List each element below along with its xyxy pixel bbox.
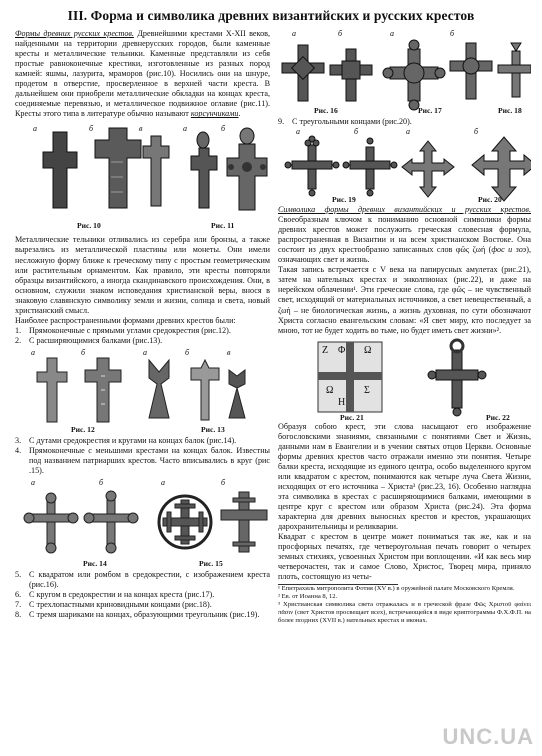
symbolism-paragraph [278, 205, 531, 265]
amulet-letter-eta: Η [338, 396, 346, 408]
amulet-letter-omega-2: Ω [326, 384, 334, 396]
fig13-caption: Рис. 13 [201, 424, 225, 434]
amulet-letter-omega-1: Ω [364, 344, 372, 356]
figure-19-20 [278, 127, 531, 205]
fig14-caption: Рис. 14 [83, 559, 107, 569]
list-num-2: 2. [15, 335, 22, 345]
label-a-13: а [143, 347, 147, 357]
label-a-15: а [161, 478, 165, 488]
label-b-19: б [354, 127, 359, 137]
list-num-9: 9. [278, 117, 285, 126]
list-intro: Наиболее распространенными формами древних крестов были: [15, 315, 236, 325]
list-text-4: Прямоконечные с меньшими крестами на концах балок. Известны под названием патриарших крестов. Часто вписывались в круг (рис .15). [29, 445, 270, 476]
fig15-caption: Рис. 15 [199, 559, 223, 569]
page-title: III. Форма и символика древних византийских и русских крестов [67, 8, 475, 23]
list-item-7 [15, 600, 270, 610]
label-a: а [33, 124, 37, 134]
list-text-1: Прямоконечные с прямыми углами средокрестия (рис.12). [29, 325, 231, 335]
list-item-8 [15, 610, 270, 620]
intro-heading: Формы древних русских крестов. [15, 29, 134, 38]
label-a-14: а [31, 478, 35, 488]
footnote-3: ³ Христианская символика света отражалась и в греческой фразе Φῶς Χριστοῦ φαίνει πᾶσιν (свет Христов просвещает всех), встречающейся в виде криптограммы Φ.Χ.Φ.Π. на более поздних (XVII в.) нательных крестах и иконах. [278, 601, 531, 625]
list-text-8: С тремя шариками на концах, образующими треугольник (рис.19). [29, 610, 260, 620]
label-b-15: б [221, 478, 226, 488]
list-item-2 [15, 336, 270, 346]
list-num-7: 7. [15, 600, 22, 610]
figure-16-18 [278, 29, 531, 117]
label-a-17: а [390, 29, 394, 38]
symbolism-end: ), означающих свет и жизнь. [278, 245, 531, 265]
list-text-5: С квадратом или ромбом в средокрестии, с изображением креста (рис.16). [29, 570, 270, 590]
meaning-paragraph: Образуя собою крест, эти слова насыщают его изображение богословскими знаниями, связанными с понятиями Свет и Жизнь, данными нам в Евангелии и в учении святых отцов Церкви. Основные формы древних крестов часто отражали именно эти понятия. Четыре балки креста, исходящие из единого центра, особо выделенного кругом или квадратом с крестом, понимаются как четыре луча Света Жизни, исходящих от его источника – Христа³ (рис.23, 16). Особенно наглядна эта символика в крестах с расширяющимися балками, имеющими в центре круг с крестом или образом Христа (рис.24). Эта форма характерна для древних выносных крестов и крестов, украшающих дарохранительницы и реликварии. [278, 421, 531, 532]
right-column [278, 29, 531, 625]
label-b-14: б [99, 478, 104, 488]
fig11-caption: Рис. 11 [211, 221, 235, 231]
figure-14-15 [15, 476, 270, 570]
label-a-19: а [296, 127, 300, 137]
fig17-caption: Рис. 17 [418, 106, 442, 115]
fig21-caption: Рис. 21 [340, 412, 364, 422]
fig20-caption: Рис. 20 [478, 195, 502, 205]
label-b-13: б [185, 347, 190, 357]
amulet-letter-sigma: Σ [364, 384, 370, 396]
tellniki-paragraph: Металлические тельники отливались из серебра или бронзы, а также вырезались из металлической пластины или монеты. Они имели несложную форму ближе к греческому типу с простым геометрическим или растительным орнаментом. Как правило, эти кресты повторяли образцы византийского, а иногда скандинавского происхождения. Они, в основном, служили знаком исповедания христианской веры, внося в знаковую славянскую символику земли и жизни, солнца и света, новый христианский смысл. [15, 235, 270, 315]
fig18-caption: Рис. 18 [498, 106, 522, 115]
intro-term: корсунчиками [190, 109, 239, 119]
list-text-6: С кругом в средокрестии и на концах креста (рис.17). [29, 590, 215, 600]
left-column [15, 29, 270, 620]
label-b-20: б [474, 127, 479, 137]
intro-paragraph [15, 29, 270, 119]
list-item-3 [15, 436, 270, 446]
label-b-12: б [81, 347, 86, 357]
amulet-letter-phi: Φ [338, 344, 346, 356]
cross-photo-16-18 [278, 29, 531, 117]
list-text-3: С дутами средокрестия и кругами на концах балок (рис.14). [29, 435, 237, 445]
list-num-8: 8. [15, 610, 22, 620]
list-num-3: 3. [15, 435, 22, 445]
symbolism-heading: Символика формы древних византийских и русских крестов. [278, 205, 531, 215]
list-item-5 [15, 570, 270, 590]
label-b: б [89, 124, 94, 134]
symbolism-body: Своеобразным ключом к пониманию основной символики формы древних крестов может послужить греческая словесная формула, распространенная в Византии и на всем христианском Востоке. Она состоит из двух крестообразно записанных слов φῶς ζωή ( [278, 215, 531, 255]
fig12-caption: Рис. 12 [71, 424, 95, 434]
amulet-photo-21-22 [278, 336, 531, 422]
footnote-1: ¹ Епитрахиль митрополита Фотия (XV в.) в оружейной палате Московского Кремля. [278, 585, 515, 593]
label-b-17: б [450, 29, 455, 38]
label-a-20: а [406, 127, 410, 137]
label-b-16: б [338, 29, 343, 38]
label-a-11: а [183, 124, 187, 134]
fig10-caption: Рис. 10 [77, 221, 101, 231]
watermark: UNC.UA [442, 724, 534, 749]
list-text-9: С треугольными концами (рис.20). [292, 117, 412, 126]
square-paragraph: Квадрат с крестом в центре может пониматься так же, как и на просфорных печатях, где четвероугольная печать говорит о четырех земных стихиях, усвоенных Христом при воплощении. «И как весь мир четверочастен, так и самое Слово, Христос, Творец мира, приняло плоть, состоящую из четы- [278, 532, 531, 582]
amulet-letter-z: Ζ [322, 344, 329, 356]
label-a-16: а [292, 29, 296, 38]
list-text-2: С расширяющимися балками (рис.13). [29, 335, 163, 345]
fig16-caption: Рис. 16 [314, 106, 338, 115]
papyrus-paragraph: Такая запись встречается с V века на папирусных амулетах (рис.21), затем на нательных крестах и энколпионах (рис.22), и даже на нерейском облачении¹. Эти греческие слова, где φῶς – не чувственный свет, исходящий от материальных источников, а свет невещественный, а ζωή – не биологическая жизнь, а жизнь духовная, по сути обозначают Христа согласно евангельским словам: «Я свет миру, кто последует за мною, тот не будет ходить во тьме, но будет иметь свет жизни»². [278, 265, 531, 335]
fig19-caption: Рис. 19 [332, 195, 356, 205]
intro-body: Древнейшими крестами X-XII веков, найденными на территории древнерусских городов, были каменные кресты и металлические тельники. Каменные представляли из себя простые равноконечные крестики, изготовленные из разных пород камней: яшмы, лазурита, мраморов (рис.10). Носились они на шнуре, продетом в отверстие, просверленное в верхней части креста. В дальнейшем они приобрели металлические обкладки на концах креста, соединяемые перевязью, и металлическое подвижное оглавие (рис.11). Кресты этого типа в литературе обычно называют [15, 29, 271, 119]
list-num-4: 4. [15, 445, 22, 455]
label-b-11: б [221, 124, 226, 134]
label-v-13: в [227, 347, 231, 357]
list-item-9 [278, 117, 531, 127]
cross-photo-19-20 [278, 127, 531, 205]
list-item-6 [15, 590, 270, 600]
list-text-7: С трехлопастными криновидными концами (рис.18). [29, 600, 212, 610]
figure-12-13 [15, 346, 270, 436]
cross-photo-12-13 [15, 346, 270, 436]
list-num-5: 5. [15, 570, 22, 580]
symbolism-term: фос и зоэ [491, 245, 527, 255]
label-v: в [139, 124, 143, 134]
footnote-2: ² Ев. от Иоанна 8, 12. [278, 593, 338, 601]
label-a-12: а [31, 347, 35, 357]
figure-21-22 [278, 336, 531, 422]
figure-10-11 [15, 122, 270, 235]
cross-photo-10-11 [15, 122, 270, 235]
list-item-1 [15, 326, 270, 336]
cross-photo-14-15 [15, 476, 270, 570]
fig22-caption: Рис. 22 [486, 412, 510, 422]
list-item-4 [15, 446, 270, 476]
intro-end: . [238, 109, 241, 119]
list-num-6: 6. [15, 590, 22, 600]
list-num-1: 1. [15, 325, 22, 335]
